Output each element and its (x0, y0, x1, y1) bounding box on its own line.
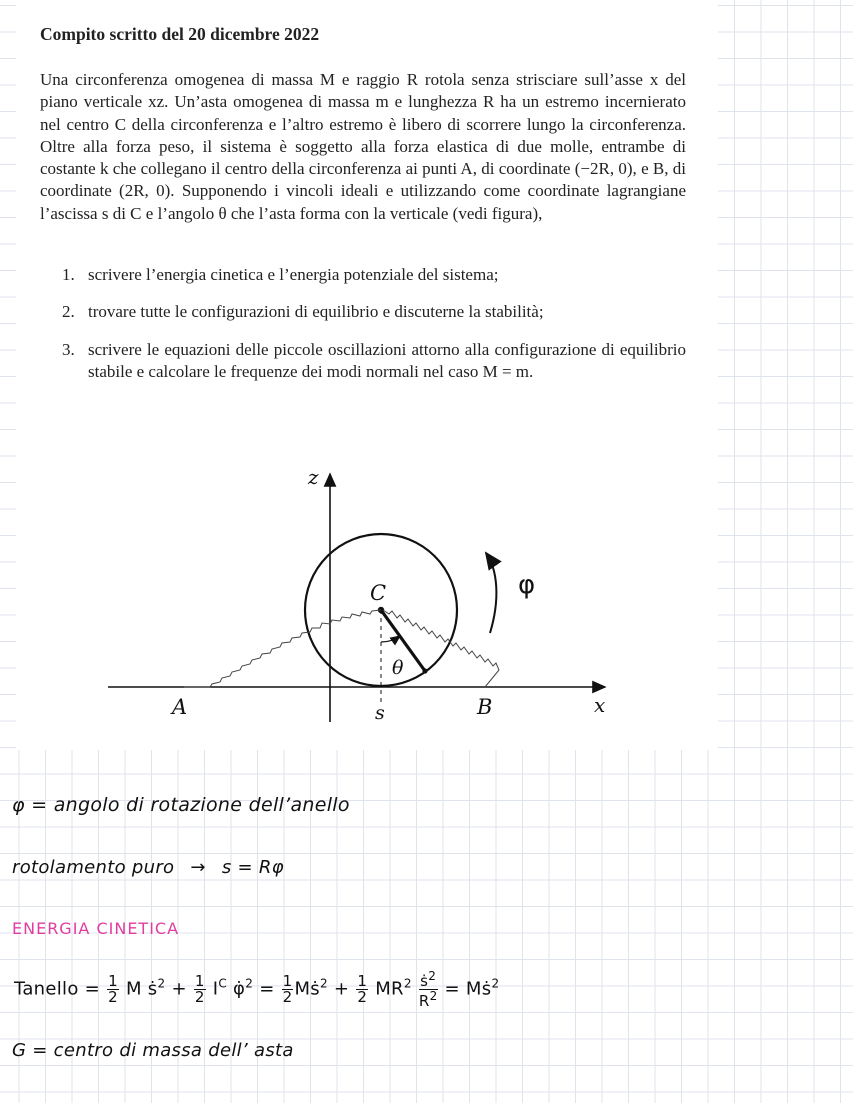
arrow-glyph: → (190, 857, 206, 878)
spring-ca (184, 610, 381, 687)
note-center-of-mass: G = centro di massa dell’ asta (12, 1040, 294, 1061)
section-heading-kinetic-energy: ENERGIA CINETICA (12, 919, 180, 938)
mechanics-figure (100, 460, 630, 740)
note-phi-definition: φ = angolo di rotazione dell’anello (12, 794, 350, 816)
point-b-label: B (477, 695, 493, 719)
task-number: 3. (62, 340, 75, 359)
fraction-half: $\frac{1}{2}$ (194, 972, 205, 1006)
task-text: trovare tutte le configurazioni di equilibrio e discuterne la stabilità; (88, 302, 544, 321)
fraction-half: $\frac{1}{2}$ (357, 972, 368, 1006)
point-c-label: C (370, 581, 387, 605)
s-label: s (375, 702, 385, 724)
task-number: 2. (62, 302, 75, 321)
note-rolling-formula: s = Rφ (221, 857, 284, 878)
task-item (62, 301, 686, 323)
rod-end-point (422, 668, 427, 673)
point-a-label: A (172, 695, 188, 719)
fraction-half: $\frac{1}{2}$ (108, 972, 118, 1006)
axis-x-label: x (594, 693, 606, 717)
fraction-half: $\frac{1}{2}$ (282, 972, 293, 1006)
axis-z-label: z (308, 465, 319, 489)
phi-arrow (486, 553, 496, 633)
note-rolling-text: rotolamento puro (12, 857, 175, 878)
theta-label: θ (392, 657, 404, 679)
fraction-s-over-r: $\frac{ṡ^2}{R^2}$ (418, 969, 438, 1010)
task-text: scrivere le equazioni delle piccole oscillazioni attorno alla configurazione di equilibrio stabile e calcolare le frequenze dei modi normali nel caso M = m. (88, 340, 686, 382)
problem-statement: Una circonferenza omogenea di massa M e raggio R rotola senza strisciare sull’asse x del piano verticale xz. Un’asta omogenea di massa m e lunghezza R ha un estremo incernierato nel centro C della circonferenza e l’altro estremo è libero di scorrere lungo la circonferenza. Oltre alla forza peso, il sistema è soggetto alla forza elastica di due molle, entrambe di costante k che collegano il centro della circonferenza ai punti A, di coordinate (−2R, 0), e B, di coordinate (2R, 0). Supponendo i vincoli ideali e utilizzando come coordinate lagrangiane l’ascissa s di C e l’angolo θ che l’asta forma con la verticale (vedi figura), (40, 70, 686, 223)
task-item (62, 264, 686, 286)
note-pure-rolling (12, 857, 284, 878)
theta-arc (381, 636, 400, 642)
t-label: Tanello = (14, 978, 101, 1000)
exam-title: Compito scritto del 20 dicembre 2022 (40, 24, 320, 44)
task-text: scrivere l’energia cinetica e l’energia potenziale del sistema; (88, 265, 499, 284)
task-number: 1. (62, 265, 75, 284)
task-item (62, 339, 686, 384)
phi-label: φ (518, 570, 536, 600)
kinetic-energy-equation: Tanello = $\frac{1}{2}$ M ṡ$^2$ + $\frac{1}{2}$ $I^C$ φ̇$^2$ = $\frac{1}{2}$ Mṡ$^2$ + $\frac{1}{2}$ $MR^2$ $\frac{ṡ^2}{R^2}$ = Mṡ$^2$ (14, 969, 500, 1010)
